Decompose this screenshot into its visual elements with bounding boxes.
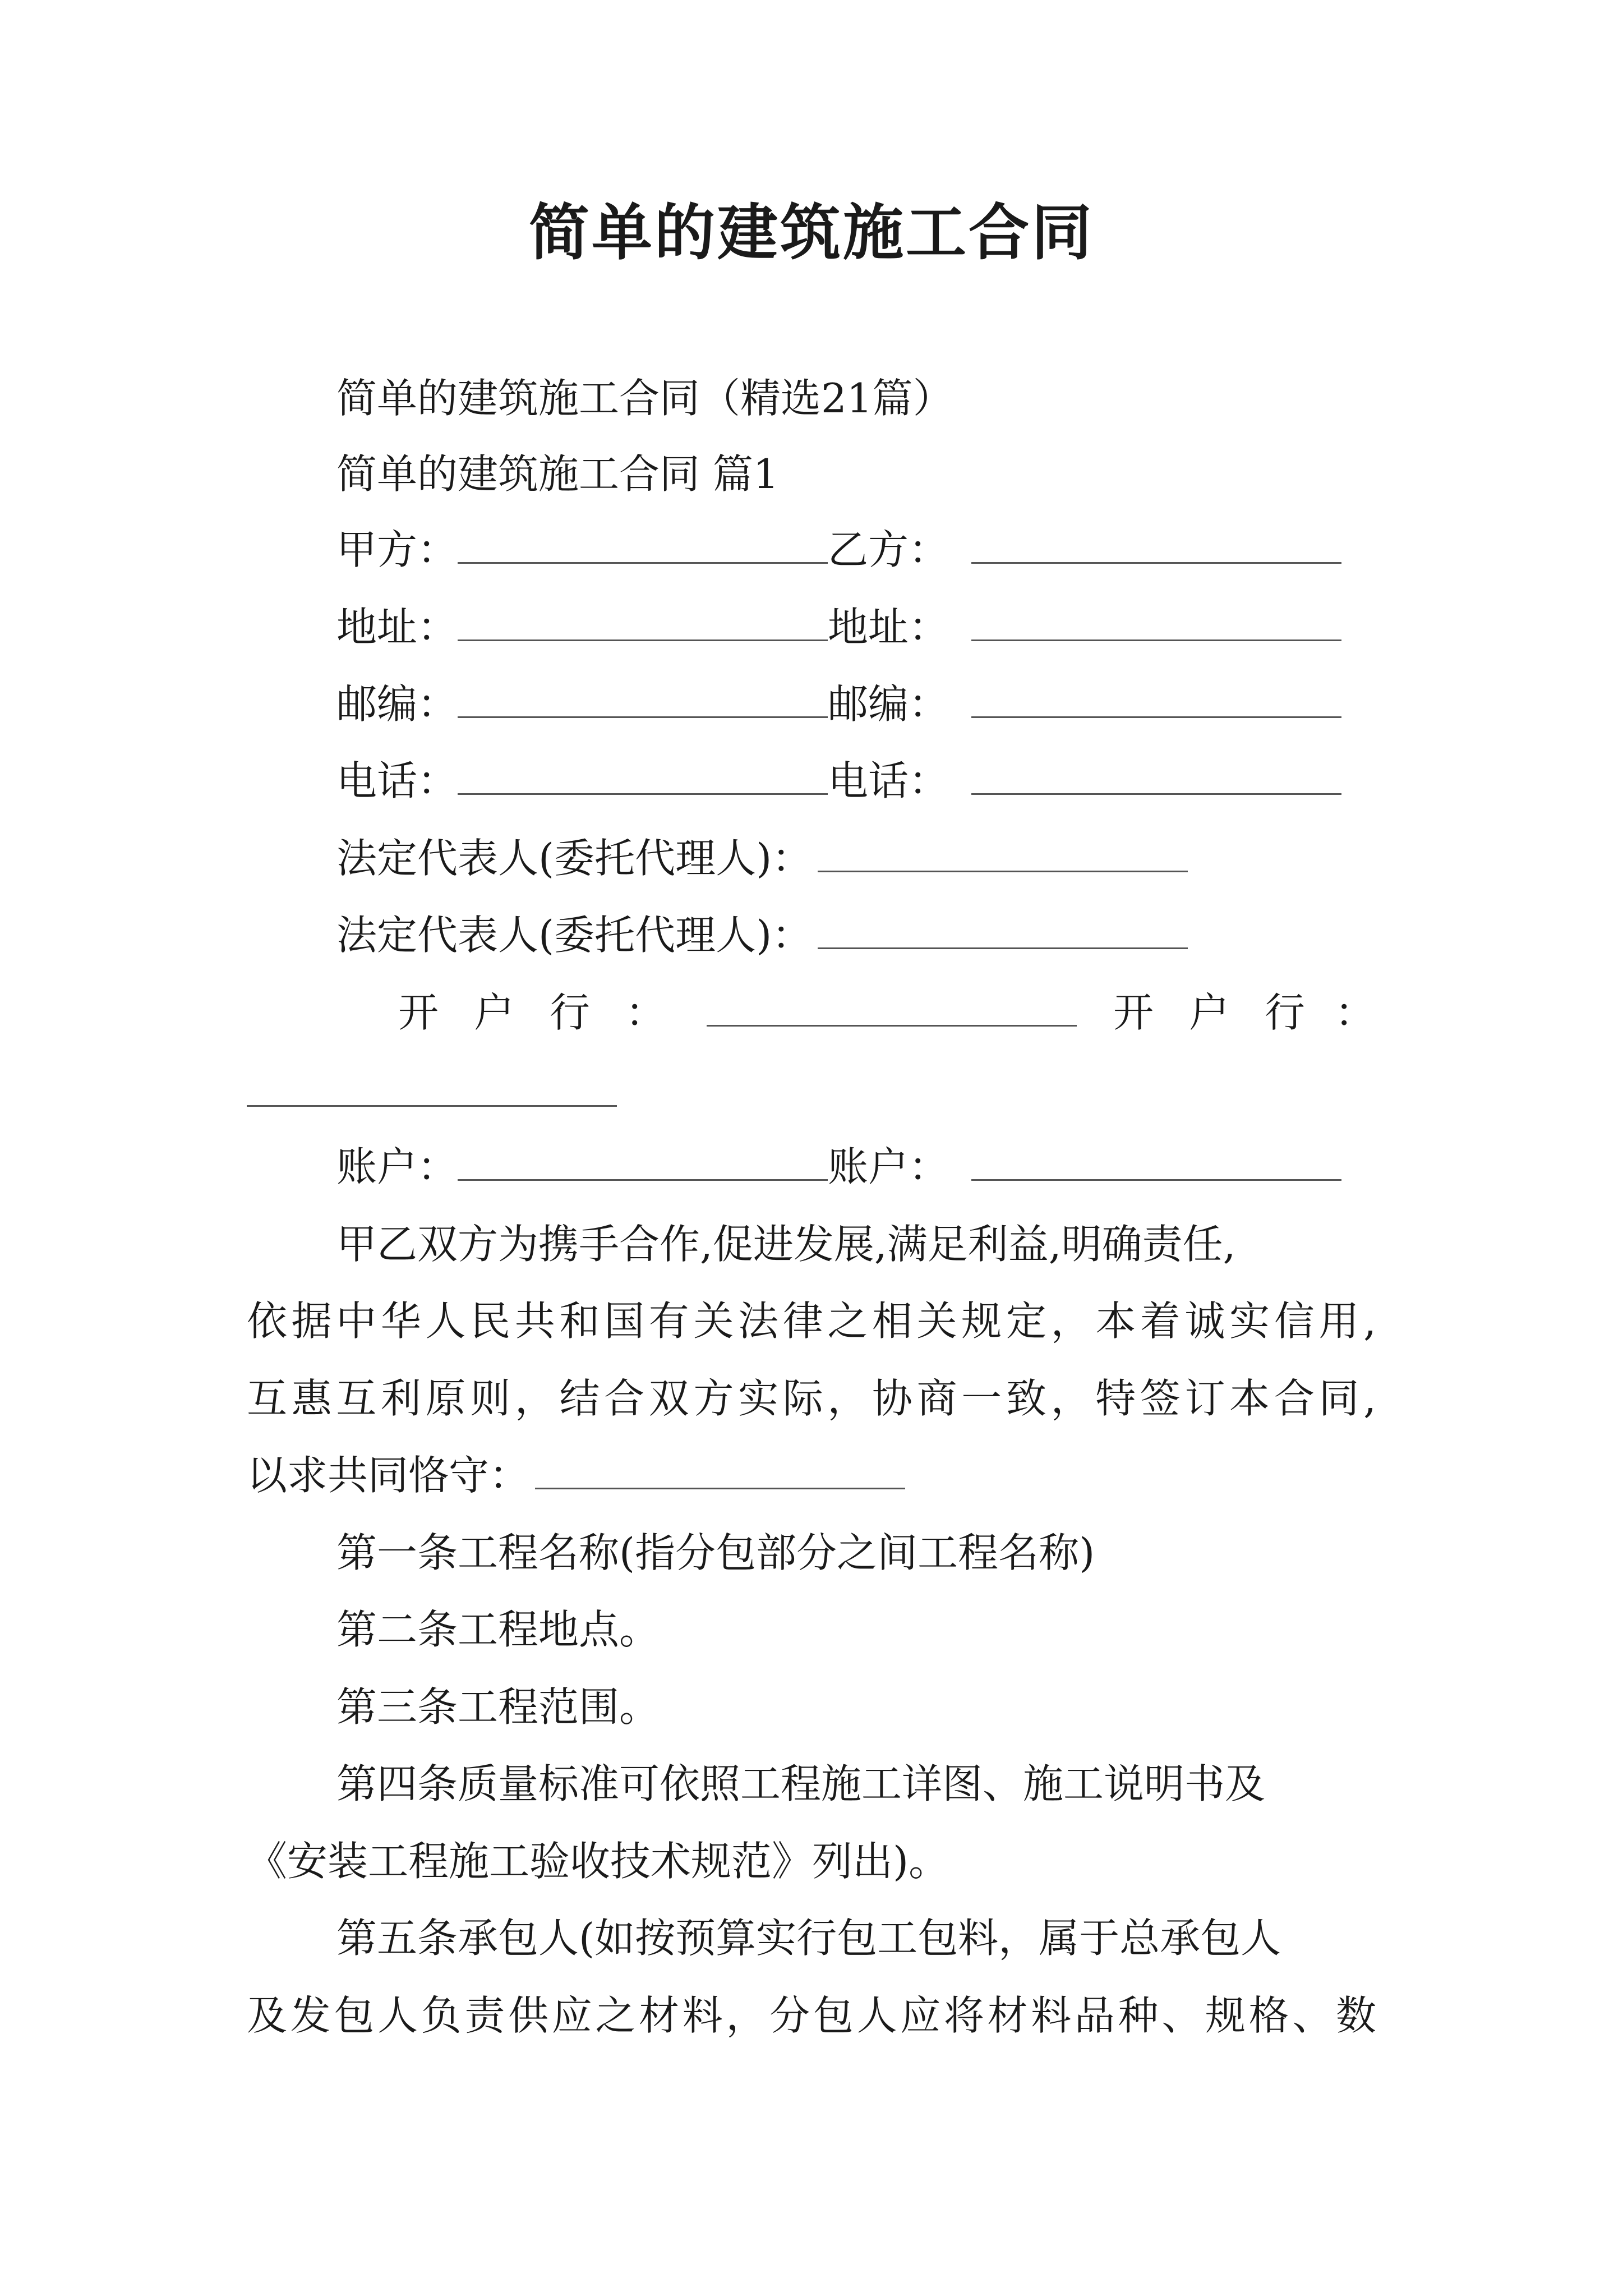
party-a-blank (458, 522, 828, 564)
address-a-label: 地址： (336, 604, 458, 651)
party-row-phone (336, 753, 1341, 809)
subtitle: 简单的建筑施工合同（精选21篇） (336, 375, 953, 422)
legal-rep-row-2 (336, 907, 1188, 963)
bank-a-char-1: 开 (398, 989, 439, 1036)
article-5-line-2: 及发包人负责供应之材料，分包人应将材料品种、规格、数 (247, 1992, 1376, 2039)
article-3: 第三条工程范围。 (336, 1683, 660, 1731)
party-row-name (336, 522, 1341, 578)
article-1: 第一条工程名称(指分包部分之间工程名称) (336, 1529, 1095, 1576)
postcode-b-blank (971, 676, 1341, 718)
article-5-line-1: 第五条承包人(如按预算实行包工包料，属于总承包人 (336, 1915, 1281, 1962)
preamble-line-3: 互惠互利原则，结合双方实际，协商一致，特签订本合同, (247, 1375, 1376, 1422)
bank-b-char-2: 户 (1189, 989, 1230, 1036)
account-a-blank (458, 1139, 828, 1181)
phone-a-label: 电话： (336, 757, 458, 804)
party-b-label: 乙方： (828, 526, 949, 573)
article-4-line-1: 第四条质量标准可依照工程施工详图、施工说明书及 (336, 1760, 1266, 1807)
address-b-label: 地址： (828, 604, 949, 651)
party-b-blank (971, 522, 1341, 564)
preamble-line-2: 依据中华人民共和国有关法律之相关规定，本着诚实信用, (247, 1297, 1376, 1345)
preamble-line-4-row (247, 1447, 905, 1503)
phone-a-blank (458, 753, 828, 795)
account-b-blank (971, 1139, 1341, 1181)
bank-row (247, 984, 1376, 1041)
legal-rep-label-2: 法定代表人(委托代理人)： (336, 912, 813, 959)
party-row-address (336, 599, 1341, 655)
account-a-label: 账户： (336, 1143, 458, 1190)
preamble-line-4: 以求共同恪守： (247, 1452, 530, 1499)
section-heading: 简单的建筑施工合同 篇1 (336, 450, 779, 498)
address-b-blank (971, 599, 1341, 641)
article-4-line-2: 《安装工程施工验收技术规范》列出)。 (247, 1838, 949, 1885)
bank-b-char-3: 行 (1265, 989, 1306, 1036)
phone-b-label: 电话： (828, 757, 949, 804)
postcode-b-label: 邮编： (828, 680, 949, 728)
document-title: 简单的建筑施工合同 (528, 197, 1094, 268)
legal-rep-label-1: 法定代表人(委托代理人)： (336, 835, 813, 882)
address-a-blank (458, 599, 828, 641)
account-b-label: 账户： (828, 1143, 949, 1190)
party-row-postcode (336, 676, 1341, 732)
bank-b-char-1: 开 (1113, 989, 1154, 1036)
postcode-a-blank (458, 676, 828, 718)
account-row (336, 1139, 1341, 1195)
bank-b-blank-row (247, 1065, 617, 1121)
legal-rep-blank-1 (818, 830, 1188, 872)
bank-b-blank (247, 1065, 617, 1107)
preamble-blank (535, 1447, 905, 1489)
postcode-a-label: 邮编： (336, 680, 458, 728)
bank-b-char-4: ： (1335, 989, 1376, 1036)
legal-rep-row-1 (336, 830, 1188, 886)
phone-b-blank (971, 753, 1341, 795)
bank-a-char-4: ： (625, 989, 666, 1036)
article-2: 第二条工程地点。 (336, 1606, 660, 1653)
bank-a-char-2: 户 (474, 989, 515, 1036)
bank-a-blank (707, 984, 1077, 1027)
legal-rep-blank-2 (818, 907, 1188, 949)
preamble-line-1: 甲乙双方为携手合作,促进发展,满足利益,明确责任, (336, 1221, 1236, 1268)
bank-a-char-3: 行 (550, 989, 591, 1036)
party-a-label: 甲方： (336, 526, 458, 573)
